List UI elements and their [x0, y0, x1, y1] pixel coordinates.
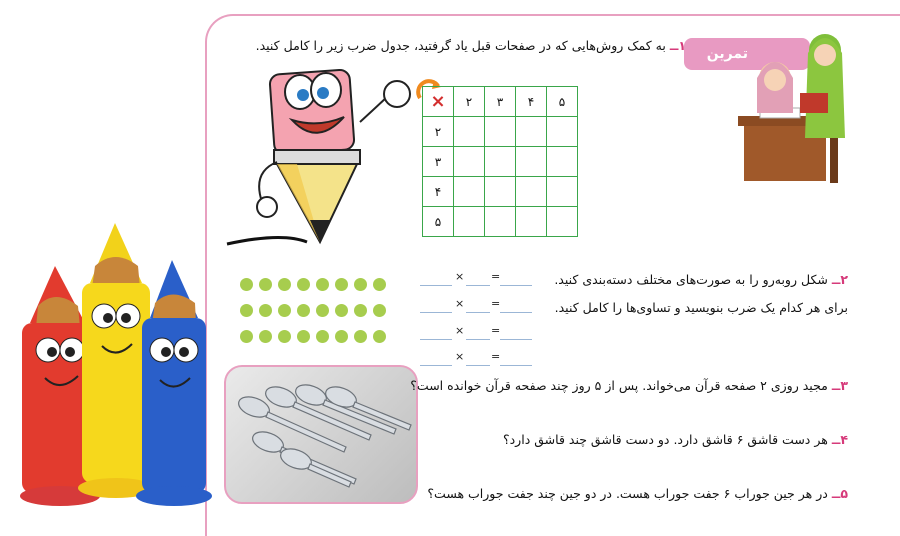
green-dot [373, 278, 386, 291]
dot-row [240, 276, 392, 295]
spoons-photo [224, 365, 418, 504]
green-dot [335, 330, 348, 343]
table-cell[interactable] [485, 207, 516, 237]
pencil-mascot-illustration [222, 62, 420, 258]
table-row [423, 207, 578, 237]
equals-sign: = [491, 270, 501, 283]
equation-blank[interactable] [420, 272, 532, 286]
green-dot [335, 278, 348, 291]
equals-sign: = [491, 324, 501, 337]
table-cell[interactable] [547, 207, 578, 237]
table-cell[interactable] [547, 177, 578, 207]
equation-blank[interactable] [420, 352, 532, 366]
table-row [423, 147, 578, 177]
question-5-text: در هر جین جوراب ۶ جفت جوراب هست. در دو جین چند جفت جوراب هست؟ [427, 486, 828, 501]
green-dot [316, 278, 329, 291]
table-row [423, 177, 578, 207]
table-cell[interactable] [454, 207, 485, 237]
times-sign: × [455, 324, 465, 337]
green-dot [278, 278, 291, 291]
table-cell[interactable] [516, 117, 547, 147]
green-dot [297, 304, 310, 317]
table-cell[interactable] [485, 147, 516, 177]
table-cell[interactable] [547, 117, 578, 147]
green-dot [297, 330, 310, 343]
table-cell[interactable] [454, 177, 485, 207]
question-1-text: به کمک روش‌هایی که در صفحات قبل یاد گرفتید، جدول ضرب زیر را کامل کنید. [255, 38, 666, 53]
table-header-symbol: × [423, 87, 454, 117]
table-header-row [423, 87, 578, 117]
question-4 [503, 432, 848, 447]
table-column-header: ۴ [516, 87, 547, 117]
green-dot [354, 330, 367, 343]
question-4-text: هر دست قاشق ۶ قاشق دارد. دو دست قاشق چند قاشق دارد؟ [502, 432, 828, 447]
question-4-number: ۴ــ [831, 432, 848, 447]
question-2-line-1 [554, 272, 848, 287]
green-dot [259, 278, 272, 291]
green-dot [259, 304, 272, 317]
question-5-number: ۵ــ [831, 486, 848, 501]
question-2-text-2: برای هر کدام یک ضرب بنویسید و تساوی‌ها را کامل کنید. [554, 300, 848, 315]
table-cell[interactable] [516, 177, 547, 207]
question-2-text-1: شکل روبه‌رو را به صورت‌های مختلف دسته‌بندی کنید. [554, 272, 828, 287]
question-5 [427, 486, 848, 501]
table-cell[interactable] [485, 117, 516, 147]
table-row [423, 117, 578, 147]
multiplication-table [422, 86, 578, 237]
spoons-image [226, 367, 416, 502]
table-cell[interactable] [547, 147, 578, 177]
green-dot [316, 330, 329, 343]
green-dot [278, 330, 291, 343]
question-3 [410, 378, 848, 393]
table-row-header: ۵ [423, 207, 454, 237]
equation-blank[interactable] [420, 299, 532, 313]
table-row-header: ۲ [423, 117, 454, 147]
question-2-number: ۲ــ [831, 272, 848, 287]
dot-row [240, 302, 392, 321]
times-sign: × [455, 297, 465, 310]
green-dot [316, 304, 329, 317]
green-dot [373, 330, 386, 343]
green-dot [354, 278, 367, 291]
green-dot [240, 278, 253, 291]
question-1 [256, 38, 686, 53]
table-column-header: ۳ [485, 87, 516, 117]
green-dot [354, 304, 367, 317]
equals-sign: = [491, 297, 501, 310]
crayon-characters-illustration [0, 218, 222, 506]
table-column-header: ۲ [454, 87, 485, 117]
question-3-number: ۳ــ [831, 378, 848, 393]
table-cell[interactable] [516, 147, 547, 177]
question-3-text: مجید روزی ۲ صفحه قرآن می‌خواند. پس از ۵ روز چند صفحه قرآن خوانده است؟ [410, 378, 828, 393]
table-cell[interactable] [516, 207, 547, 237]
question-1-number: ۱ــ [669, 38, 686, 53]
table-row-header: ۴ [423, 177, 454, 207]
exercise-tab-label: تمرین [706, 46, 748, 62]
green-dot [278, 304, 291, 317]
equals-sign: = [491, 350, 501, 363]
green-dot [240, 330, 253, 343]
table-row-header: ۳ [423, 147, 454, 177]
table-cell[interactable] [454, 117, 485, 147]
equation-blank[interactable] [420, 326, 532, 340]
table-cell[interactable] [485, 177, 516, 207]
green-dot [297, 278, 310, 291]
green-dot [240, 304, 253, 317]
question-2-line-2 [555, 300, 848, 315]
times-sign: × [455, 350, 465, 363]
green-dot [259, 330, 272, 343]
green-dot [373, 304, 386, 317]
times-sign: × [455, 270, 465, 283]
green-dot [335, 304, 348, 317]
table-column-header: ۵ [547, 87, 578, 117]
table-cell[interactable] [454, 147, 485, 177]
dot-row [240, 328, 392, 347]
students-illustration [730, 28, 865, 188]
